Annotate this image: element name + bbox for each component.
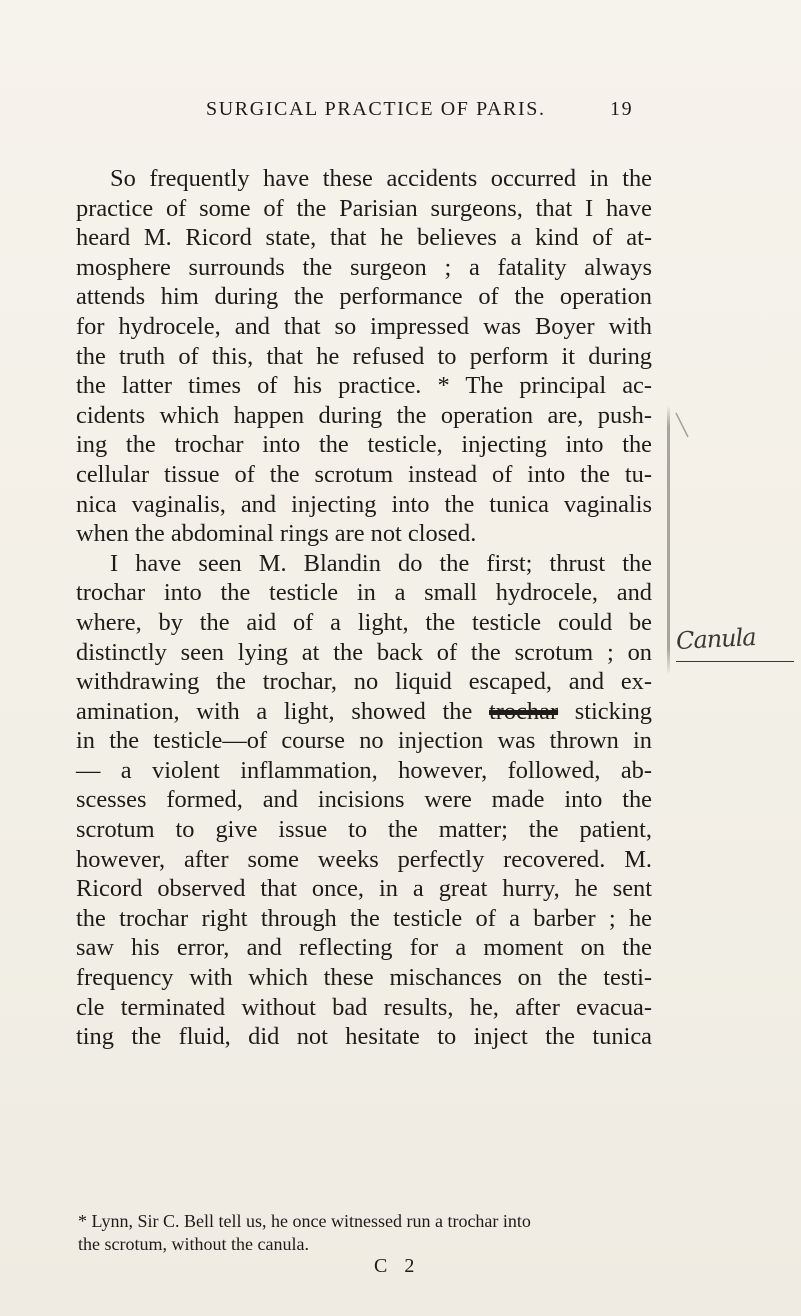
text-line: withdrawing the trochar, no liquid escaped, and ex- <box>76 668 652 696</box>
text-line: the truth of this, that he refused to perform it during <box>76 342 652 370</box>
text-line: mosphere surrounds the surgeon ; a fatality always <box>76 253 652 281</box>
margin-annotation: Canula <box>675 622 757 656</box>
text-line: Ricord observed that once, in a great hurry, he sent <box>76 875 652 903</box>
footnote-line: * Lynn, Sir C. Bell tell us, he once witnessed run a trochar into <box>78 1211 531 1231</box>
text-line: when the abdominal rings are not closed. <box>76 520 477 548</box>
text-line: nica vaginalis, and injecting into the tunica vaginalis <box>76 490 652 518</box>
text-line: I have seen M. Blandin do the first; thrust the <box>110 549 652 577</box>
text-line: frequency with which these mischances on the testi- <box>76 964 652 992</box>
text-line: cle terminated without bad results, he, after evacua- <box>76 993 652 1021</box>
margin-underline <box>676 661 794 662</box>
footnote <box>78 1210 650 1256</box>
text-line: So frequently have these accidents occurred in the <box>110 165 652 192</box>
text-fragment: sticking <box>574 697 652 725</box>
page-number: 19 <box>610 98 634 120</box>
text-line: scrotum to give issue to the matter; the patient, <box>76 816 652 844</box>
struck-word: trochar <box>489 697 559 725</box>
text-line: in the testicle—of course no injection was thrown in <box>76 727 652 755</box>
text-line: attends him during the performance of the operation <box>76 283 652 311</box>
text-line: saw his error, and reflecting for a moment on the <box>76 934 652 962</box>
margin-bracket <box>667 405 670 675</box>
text-line: trochar into the testicle in a small hydrocele, and <box>76 579 652 607</box>
text-line: distinctly seen lying at the back of the scrotum ; on <box>76 638 652 666</box>
text-line: cellular tissue of the scrotum instead of into the tu- <box>76 460 652 488</box>
text-line: for hydrocele, and that so impressed was Boyer with <box>76 312 652 340</box>
text-line: ting the fluid, did not hesitate to inject the tunica <box>76 1023 652 1051</box>
running-title: SURGICAL PRACTICE OF PARIS. <box>206 98 546 120</box>
text-line: the trochar right through the testicle of a barber ; he <box>76 904 652 932</box>
text-line: practice of some of the Parisian surgeons, that I have <box>76 194 652 222</box>
text-line: the latter times of his practice. * The principal ac- <box>76 372 652 400</box>
text-line: cidents which happen during the operation are, push- <box>76 401 652 429</box>
text-line: where, by the aid of a light, the testicle could be <box>76 608 652 636</box>
footnote-line: the scrotum, without the canula. <box>78 1234 309 1254</box>
text-line: — a violent inflammation, however, followed, ab- <box>76 756 652 784</box>
text-line: heard M. Ricord state, that he believes a kind of at- <box>76 224 652 252</box>
text-line: however, after some weeks perfectly recovered. M. <box>76 845 652 873</box>
text-line-with-strikethrough <box>76 697 652 727</box>
signature-mark: C 2 <box>374 1255 421 1277</box>
text-fragment: amination, with a light, showed the <box>76 697 473 725</box>
body-text <box>76 164 652 1052</box>
pencil-tick-icon <box>674 411 690 439</box>
text-line: scesses formed, and incisions were made into the <box>76 786 652 814</box>
text-line: ing the trochar into the testicle, injecting into the <box>76 431 652 459</box>
